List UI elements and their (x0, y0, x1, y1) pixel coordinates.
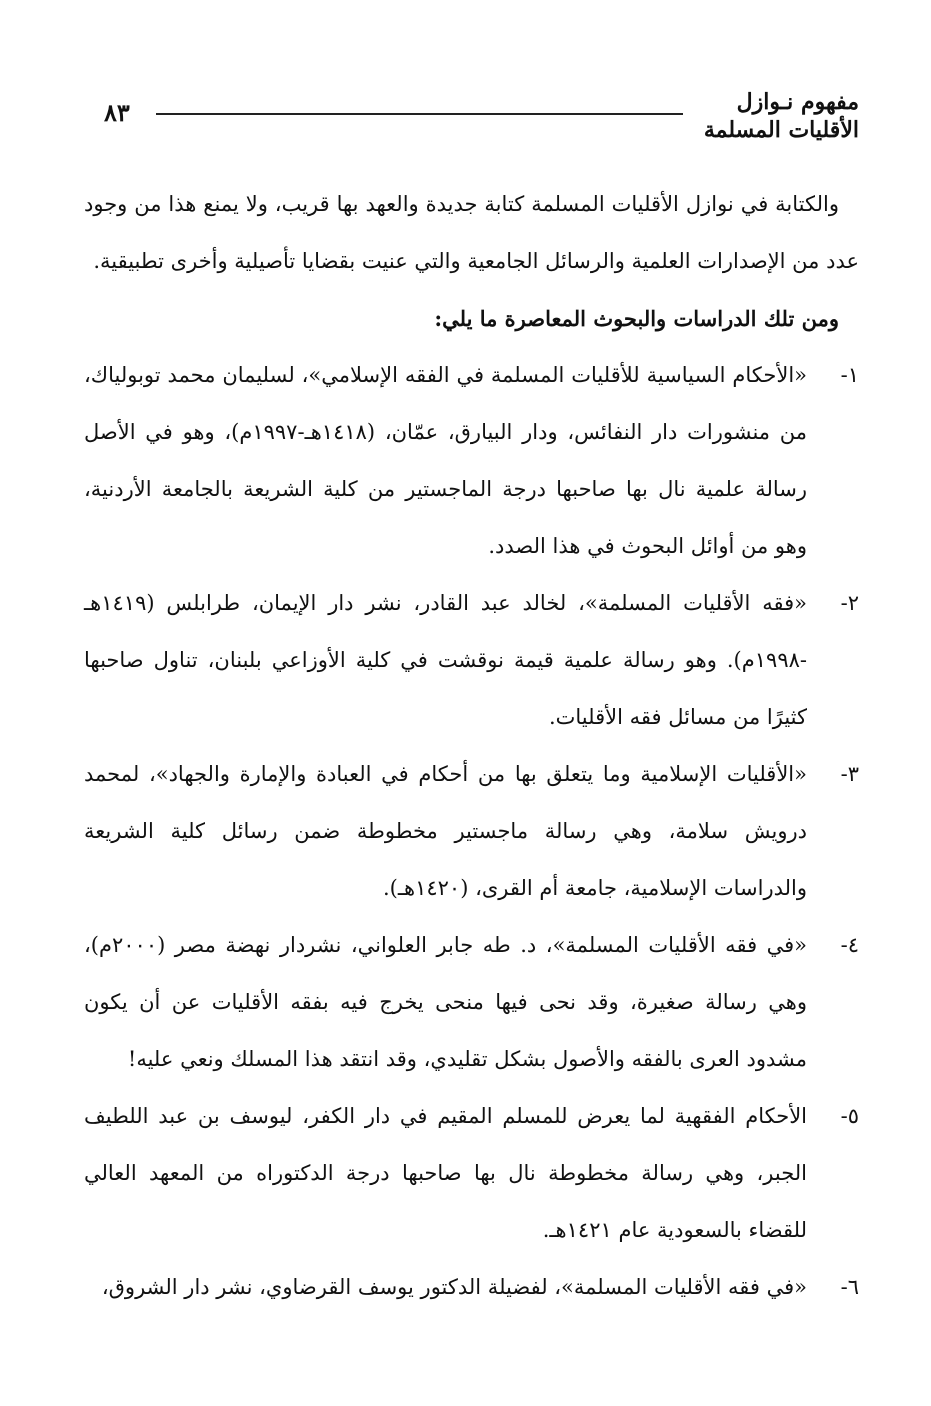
list-lead-in: ومن تلك الدراسات والبحوث المعاصرة ما يلي: (434, 306, 839, 331)
list-item-text: «فقه الأقليات المسلمة»، لخالد عبد القادر، نشر دار الإيمان، طرابلس (١٤١٩هـ -١٩٩٨م). وهو رسالة علمية قيمة نوقشت في كلية الأوزاعي بلبنان، تناول صاحبها كثيرًا من مسائل فقه الأقليات. (84, 591, 807, 729)
header-rule (156, 113, 683, 115)
list-item (84, 1088, 859, 1259)
list-item (84, 575, 859, 746)
list-item-text: «في فقه الأقليات المسلمة»، لفضيلة الدكتور يوسف القرضاوي، نشر دار الشروق، (101, 1275, 807, 1299)
list-item-number: ٤- (840, 933, 859, 957)
page-header (96, 84, 859, 154)
list-item (84, 917, 859, 1088)
list-item-number: ١- (840, 363, 859, 387)
list-item-text: «الأقليات الإسلامية وما يتعلق بها من أحكام في العبادة والإمارة والجهاد»، لمحمد درويش سلامة، وهي رسالة ماجستير مخطوطة ضمن رسائل كلية الشريعة والدراسات الإسلامية، جامعة أم القرى، (١٤٢٠هـ). (84, 762, 807, 900)
list-item-number: ٥- (840, 1104, 859, 1128)
running-title-line-1: مفهوم نـوازل (736, 89, 859, 115)
list-item-number: ٣- (840, 762, 859, 786)
list-item-number: ٦- (840, 1275, 859, 1299)
list-item-text: «في فقه الأقليات المسلمة»، د. طه جابر العلواني، نشردار نهضة مصر (٢٠٠٠م)، وهي رسالة صغيرة، وقد نحى فيها منحى يخرج فيه بفقه الأقليات عن أن يكون مشدود العرى بالفقه والأصول بشكل تقليدي، وقد انتقد هذا المسلك ونعي عليه! (84, 933, 807, 1071)
page-number: ٨٣ (104, 98, 130, 127)
list-item-text: الأحكام الفقهية لما يعرض للمسلم المقيم في دار الكفر، ليوسف بن عبد اللطيف الجبر، وهي رسالة مخطوطة نال بها صاحبها درجة الدكتوراه من المعهد العالي للقضاء بالسعودية عام ١٤٢١هـ. (84, 1104, 807, 1242)
running-title (689, 88, 859, 144)
page-body (84, 176, 859, 1316)
list-item (84, 746, 859, 917)
intro-paragraph: والكتابة في نوازل الأقليات المسلمة كتابة جديدة والعهد بها قريب، ولا يمنع هذا من وجود عدد من الإصدارات العلمية والرسائل الجامعية والتي عنيت بقضايا تأصيلية وأخرى تطبيقية. (84, 192, 859, 273)
list-item-text: «الأحكام السياسية للأقليات المسلمة في الفقه الإسلامي»، لسليمان محمد توبولياك، من منشورات دار النفائس، ودار البيارق، عمّان، (١٤١٨هـ-١٩٩٧م)، وهو في الأصل رسالة علمية نال بها صاحبها درجة الماجستير من كلية الشريعة بالجامعة الأردنية، وهو من أوائل البحوث في هذا الصدد. (84, 363, 807, 558)
list-item (84, 1259, 859, 1316)
list-item (84, 347, 859, 575)
list-item-number: ٢- (840, 591, 859, 615)
running-title-line-2: الأقليات المسلمة (703, 117, 859, 143)
